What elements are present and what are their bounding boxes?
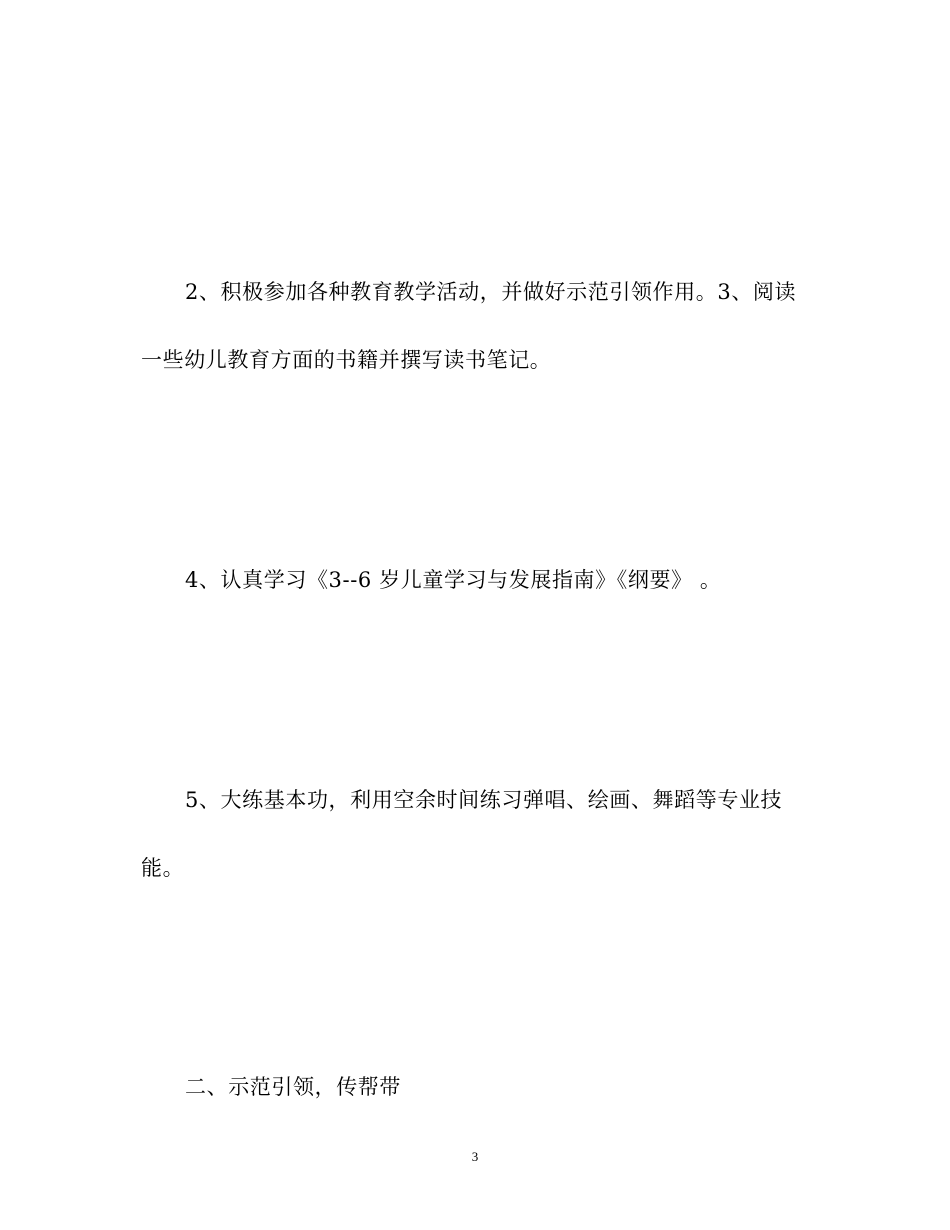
- paragraph-item-4: 4、认真学习《3--6 岁儿童学习与发展指南》《纲要》 。: [185, 568, 722, 592]
- page-number: 3: [471, 1149, 479, 1164]
- paragraph-item-2-line-2: 一些幼儿教育方面的书籍并撰写读书笔记。: [141, 348, 552, 372]
- paragraph-item-2-line-1: 2、积极参加各种教育教学活动，并做好示范引领作用。3、阅读: [185, 280, 797, 304]
- paragraph-item-5-line-2: 能。: [141, 856, 185, 880]
- paragraph-item-5-line-1: 5、大练基本功，利用空余时间练习弹唱、绘画、舞蹈等专业技: [185, 788, 783, 812]
- section-heading: 二、示范引领，传帮带: [185, 1075, 401, 1099]
